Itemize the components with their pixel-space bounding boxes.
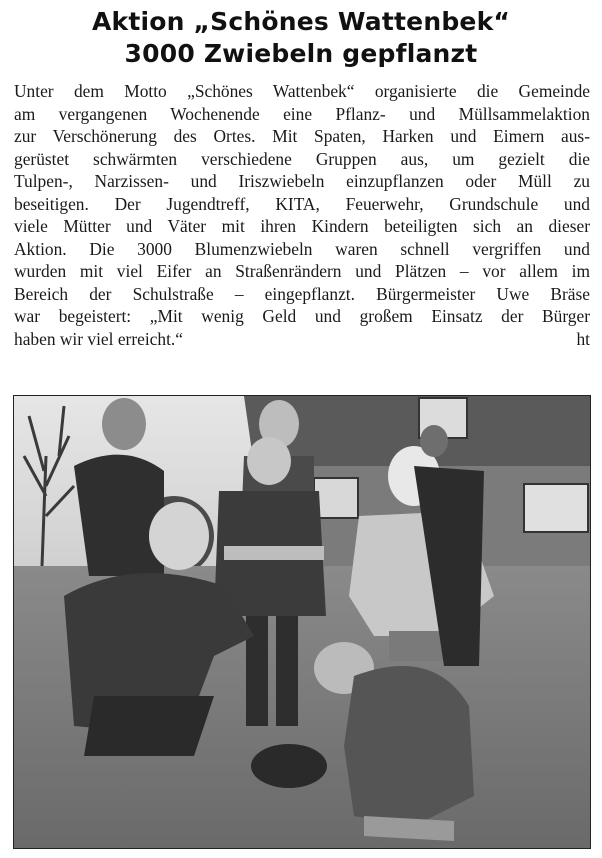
body-line: Unter dem Motto „Schönes Wattenbek“ organisierte die Gemeinde	[14, 81, 590, 101]
article-photo	[13, 395, 591, 849]
body-last-line	[14, 328, 590, 351]
photo-soil-pile	[251, 744, 327, 788]
body-line: Aktion. Die 3000 Blumenzwiebeln waren schnell vergriffen und	[14, 238, 590, 259]
body-line-final: haben wir viel erreicht.“	[14, 328, 183, 349]
article-headline	[0, 6, 602, 70]
body-line: viele Mütter und Väter mit ihren Kindern beteiligten sich an dieser	[14, 216, 590, 236]
body-line: gerüstet schwärmten verschiedene Gruppen aus, um gezielt die	[14, 148, 590, 169]
body-line: war begeistert: „Mit wenig Geld und großem Einsatz der Bürger	[14, 306, 590, 326]
photo-house-window	[524, 484, 588, 532]
photo-house-window	[314, 478, 358, 518]
headline-line-1: Aktion „Schönes Wattenbek“	[91, 7, 511, 36]
headline-line-2: 3000 Zwiebeln gepflanzt	[124, 39, 478, 68]
body-line: Bereich der Schulstraße – eingepflanzt. Bürgermeister Uwe Bräse	[14, 283, 590, 304]
author-initials: ht	[576, 328, 590, 349]
body-line: zur Verschönerung des Ortes. Mit Spaten, Harken und Eimern aus-	[14, 126, 590, 146]
body-line: am vergangenen Wochenende eine Pflanz- und Müllsammelaktion	[14, 103, 590, 124]
body-line: wurden mit viel Eifer an Straßenrändern und Plätzen – vor allem im	[14, 261, 590, 281]
article-body	[14, 80, 590, 350]
body-line: beseitigen. Der Jugendtreff, KITA, Feuerwehr, Grundschule und	[14, 193, 590, 214]
body-line: Tulpen-, Narzissen- und Iriszwiebeln einzupflanzen oder Müll zu	[14, 171, 590, 191]
